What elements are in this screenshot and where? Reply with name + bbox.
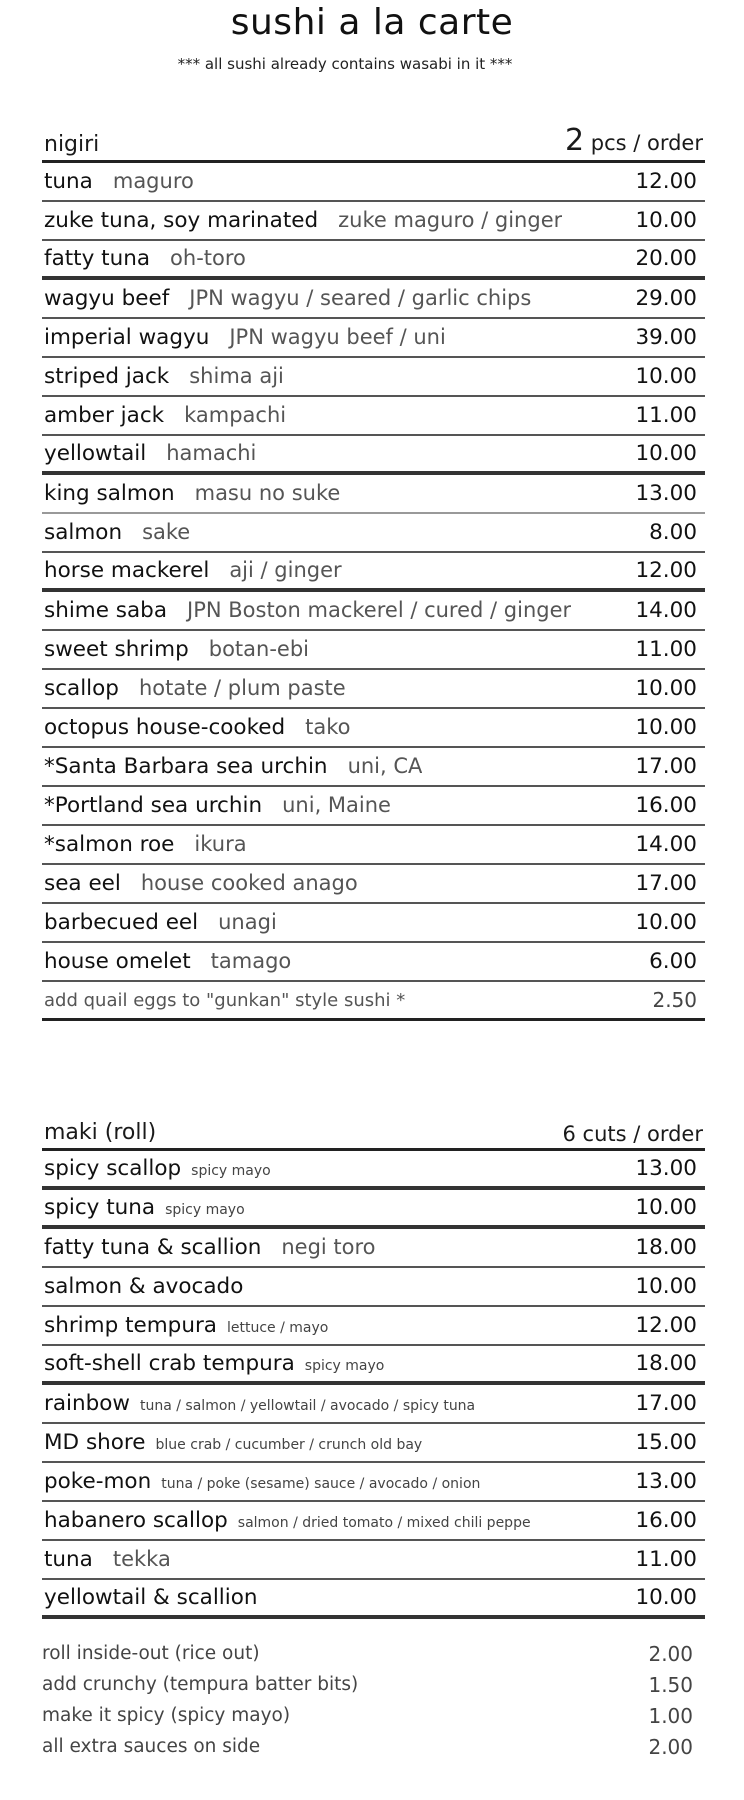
item-name: spicy tuna — [44, 1195, 156, 1220]
maki-list — [42, 1151, 705, 1619]
item-price: 14.00 — [635, 832, 697, 857]
nigiri-unit — [565, 123, 703, 158]
item-price: 10.00 — [635, 1274, 697, 1299]
item-name: sea eel — [44, 871, 121, 896]
item-name: house omelet — [44, 949, 191, 974]
item-description: tako — [305, 715, 351, 739]
menu-item-row — [42, 1151, 705, 1190]
item-name: yellowtail — [44, 441, 147, 466]
item-price: 10.00 — [635, 208, 697, 233]
item-price: 18.00 — [635, 1235, 697, 1260]
item-name: striped jack — [44, 364, 170, 389]
item-price: 10.00 — [635, 364, 697, 389]
item-name: sweet shrimp — [44, 637, 189, 662]
item-name: salmon & avocado — [44, 1274, 244, 1299]
item-price: 12.00 — [635, 1313, 697, 1338]
nigiri-header — [42, 124, 705, 163]
item-description: masu no suke — [194, 481, 341, 505]
extra-option-price: 2.00 — [648, 1734, 693, 1759]
item-name: habanero scallop — [44, 1508, 228, 1533]
nigiri-section — [42, 124, 705, 1021]
item-description: JPN wagyu beef / uni — [229, 325, 446, 349]
item-name: rainbow — [44, 1391, 130, 1416]
menu-item-row — [42, 865, 705, 904]
item-price: 29.00 — [635, 286, 697, 311]
item-description: sake — [142, 520, 191, 544]
item-description: spicy mayo — [304, 1358, 385, 1374]
menu-item-row — [42, 319, 705, 358]
menu-item-row — [42, 1229, 705, 1268]
item-description: unagi — [218, 910, 277, 934]
item-name: wagyu beef — [44, 286, 170, 311]
item-name: octopus house-cooked — [44, 715, 286, 740]
menu-item-row — [42, 670, 705, 709]
menu-item-row — [42, 1385, 705, 1424]
item-description: tamago — [210, 949, 292, 973]
item-description: JPN Boston mackerel / cured / ginger — [187, 598, 572, 622]
item-description: blue crab / cucumber / crunch old bay — [155, 1437, 423, 1453]
item-price: 13.00 — [635, 1156, 697, 1181]
extra-option-price: 1.50 — [648, 1672, 693, 1697]
item-name: MD shore — [44, 1430, 146, 1455]
item-price: 17.00 — [635, 1391, 697, 1416]
menu-item-row — [42, 280, 705, 319]
item-description: aji / ginger — [229, 558, 342, 582]
item-name: salmon — [44, 520, 123, 545]
item-name: *Santa Barbara sea urchin — [44, 754, 328, 779]
item-description: tekka — [112, 1547, 171, 1571]
item-price: 10.00 — [635, 441, 697, 466]
menu-item-row — [42, 358, 705, 397]
item-description: oh-toro — [170, 246, 246, 270]
maki-header — [42, 1112, 705, 1151]
menu-item-row — [42, 631, 705, 670]
menu-item-row — [42, 163, 705, 202]
extra-option-text: make it spicy (spicy mayo) — [42, 1705, 291, 1726]
item-price: 15.00 — [635, 1430, 697, 1455]
item-description: salmon / dried tomato / mixed chili peppe — [237, 1515, 531, 1531]
item-price: 10.00 — [635, 910, 697, 935]
nigiri-note-row — [42, 982, 705, 1021]
item-price: 39.00 — [635, 325, 697, 350]
item-name: amber jack — [44, 403, 165, 428]
menu-item-row — [42, 397, 705, 436]
item-name: imperial wagyu — [44, 325, 210, 350]
menu-item-row — [42, 904, 705, 943]
item-description: JPN wagyu / seared / garlic chips — [189, 286, 532, 310]
menu-item-row — [42, 514, 705, 553]
menu-item-row — [42, 1190, 705, 1229]
menu-item-row — [42, 241, 705, 280]
menu-item-row — [42, 1541, 705, 1580]
menu-item-row — [42, 1580, 705, 1619]
menu-item-row — [42, 826, 705, 865]
item-description: maguro — [112, 169, 194, 193]
menu-item-row — [42, 1346, 705, 1385]
menu-item-row — [42, 436, 705, 475]
item-description: house cooked anago — [140, 871, 358, 895]
item-price: 13.00 — [635, 481, 697, 506]
item-name: poke-mon — [44, 1469, 152, 1494]
nigiri-unit-count: 2 — [564, 123, 585, 158]
item-price: 14.00 — [635, 598, 697, 623]
extra-option-row — [42, 1731, 705, 1762]
item-name: tuna — [44, 169, 93, 194]
page-subtitle: *** all sushi already contains wasabi in it *** — [177, 55, 513, 73]
item-name: *salmon roe — [44, 832, 175, 857]
extra-option-text: add crunchy (tempura batter bits) — [42, 1674, 359, 1695]
item-description: zuke maguro / ginger — [338, 208, 563, 232]
item-description: negi toro — [281, 1235, 376, 1259]
item-name: *Portland sea urchin — [44, 793, 263, 818]
item-description: lettuce / mayo — [226, 1320, 329, 1336]
item-name: tuna — [44, 1547, 93, 1572]
item-description: kampachi — [184, 403, 287, 427]
item-price: 16.00 — [635, 793, 697, 818]
item-price: 6.00 — [649, 949, 697, 974]
item-name: fatty tuna — [44, 246, 151, 271]
extra-option-row — [42, 1669, 705, 1700]
item-price: 10.00 — [635, 1585, 697, 1610]
item-description: ikura — [194, 832, 247, 856]
menu-item-row — [42, 1424, 705, 1463]
maki-unit: 6 cuts / order — [562, 1122, 703, 1146]
nigiri-title: nigiri — [44, 132, 100, 157]
menu-item-row — [42, 748, 705, 787]
nigiri-note-text: add quail eggs to "gunkan" style sushi * — [44, 989, 406, 1011]
item-description: spicy mayo — [165, 1202, 245, 1218]
item-name: fatty tuna & scallion — [44, 1235, 262, 1260]
item-name: shrimp tempura — [44, 1313, 217, 1338]
menu-item-row — [42, 1307, 705, 1346]
item-description: hotate / plum paste — [138, 676, 346, 700]
item-price: 20.00 — [635, 246, 697, 271]
item-price: 10.00 — [635, 1195, 697, 1220]
extra-option-text: all extra sauces on side — [42, 1736, 261, 1757]
item-name: zuke tuna, soy marinated — [44, 208, 319, 233]
menu-item-row — [42, 1502, 705, 1541]
item-price: 11.00 — [635, 1547, 697, 1572]
item-price: 17.00 — [635, 754, 697, 779]
menu-item-row — [42, 709, 705, 748]
item-price: 10.00 — [635, 715, 697, 740]
menu-item-row — [42, 787, 705, 826]
item-description: tuna / salmon / yellowtail / avocado / spicy tuna — [140, 1398, 476, 1414]
page-title: sushi a la carte — [230, 2, 514, 43]
nigiri-unit-text: pcs / order — [590, 131, 703, 155]
item-name: shime saba — [44, 598, 168, 623]
item-price: 13.00 — [635, 1469, 697, 1494]
nigiri-list — [42, 163, 705, 982]
item-description: uni, CA — [347, 754, 423, 778]
extra-option-price: 1.00 — [648, 1703, 693, 1728]
maki-section — [42, 1112, 705, 1619]
maki-extras — [42, 1638, 705, 1762]
menu-item-row — [42, 1463, 705, 1502]
extra-option-row — [42, 1638, 705, 1669]
item-price: 12.00 — [635, 169, 697, 194]
item-description: spicy mayo — [191, 1163, 271, 1179]
item-name: soft-shell crab tempura — [44, 1351, 295, 1376]
item-price: 11.00 — [635, 637, 697, 662]
item-description: uni, Maine — [282, 793, 391, 817]
item-price: 8.00 — [649, 520, 697, 545]
extra-option-price: 2.00 — [648, 1641, 693, 1666]
menu-item-row — [42, 1268, 705, 1307]
extra-option-text: roll inside-out (rice out) — [42, 1643, 260, 1664]
extra-option-row — [42, 1700, 705, 1731]
item-name: yellowtail & scallion — [44, 1585, 258, 1610]
item-name: barbecued eel — [44, 910, 199, 935]
item-price: 12.00 — [635, 558, 697, 583]
item-price: 11.00 — [635, 403, 697, 428]
menu-item-row — [42, 553, 705, 592]
nigiri-note-price: 2.50 — [652, 988, 697, 1012]
item-description: botan-ebi — [208, 637, 310, 661]
maki-title: maki (roll) — [44, 1120, 157, 1145]
item-name: spicy scallop — [44, 1156, 182, 1181]
menu-item-row — [42, 202, 705, 241]
item-description: hamachi — [166, 441, 257, 465]
item-price: 17.00 — [635, 871, 697, 896]
menu-item-row — [42, 943, 705, 982]
item-description: tuna / poke (sesame) sauce / avocado / onion — [161, 1476, 481, 1492]
menu-item-row — [42, 592, 705, 631]
item-name: king salmon — [44, 481, 175, 506]
item-name: horse mackerel — [44, 558, 210, 583]
item-description: shima aji — [189, 364, 284, 388]
item-price: 10.00 — [635, 676, 697, 701]
item-price: 18.00 — [635, 1351, 697, 1376]
menu-item-row — [42, 475, 705, 514]
item-name: scallop — [44, 676, 119, 701]
item-price: 16.00 — [635, 1508, 697, 1533]
